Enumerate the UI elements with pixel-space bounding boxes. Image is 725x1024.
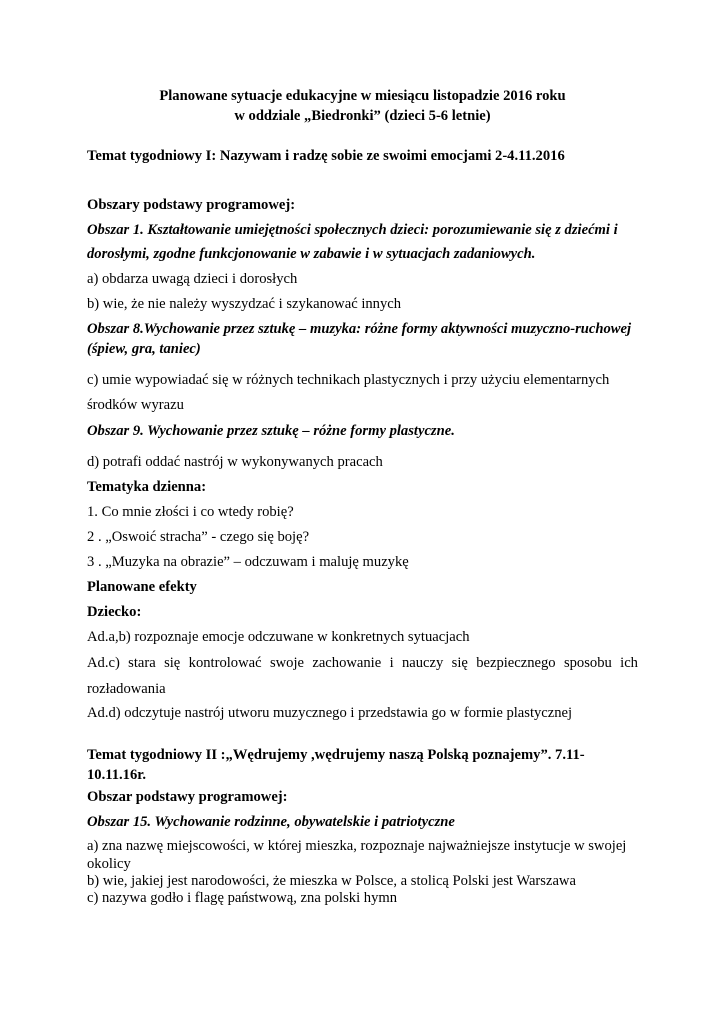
effect-c-word: Ad.c) (87, 655, 120, 671)
effect-c-word: nauczy (401, 655, 444, 671)
week1-daily-heading: Tematyka dzienna: (87, 479, 207, 495)
week1-effects-heading: Planowane efekty (87, 579, 197, 595)
effect-c-word: bezpiecznego (476, 655, 556, 671)
week1-area1-line2: dorosłymi, zgodne funkcjonowanie w zabawie i w sytuacjach zadaniowych. (87, 246, 536, 262)
effect-c-word: się (164, 655, 181, 671)
week1-item-c-line1: c) umie wypowiadać się w różnych technikach plastycznych i przy użyciu elementarnych (87, 372, 610, 388)
week2-item-b: b) wie, jakiej jest narodowości, że mieszka w Polsce, a stolicą Polski jest Warszawa (87, 873, 576, 889)
week2-topic-line2: 10.11.16r. (87, 767, 147, 783)
week1-daily-item-2: 2 . „Oswoić stracha” - czego się boję? (87, 529, 310, 545)
week1-effect-d: Ad.d) odczytuje nastrój utworu muzycznego i przedstawia go w formie plastycznej (87, 705, 573, 721)
week1-daily-item-1: 1. Co mnie złości i co wtedy robię? (87, 504, 294, 520)
week2-topic-line1: Temat tygodniowy II :„Wędrujemy ,wędrujemy naszą Polską poznajemy”. 7.11- (87, 747, 585, 763)
week1-area9: Obszar 9. Wychowanie przez sztukę – różne formy plastyczne. (87, 423, 455, 439)
effect-c-word: kontrolować (188, 655, 262, 671)
effect-c-word: i (389, 655, 394, 671)
effect-c-word: ich (620, 655, 638, 671)
week2-area15: Obszar 15. Wychowanie rodzinne, obywatelskie i patriotyczne (87, 814, 455, 830)
effect-c-word: swoje (269, 655, 304, 671)
document-title-line2: w oddziale „Biedronki” (dzieci 5-6 letnie) (234, 108, 491, 124)
effect-c-word: stara (128, 655, 156, 671)
week2-item-a-line1: a) zna nazwę miejscowości, w której mieszka, rozpoznaje najważniejsze instytucje w swojej (87, 838, 627, 854)
week1-area1-line1: Obszar 1. Kształtowanie umiejętności społecznych dzieci: porozumiewanie się z dziećmi i (87, 222, 618, 238)
week1-item-b: b) wie, że nie należy wyszydzać i szykanować innych (87, 296, 402, 312)
week2-area-heading: Obszar podstawy programowej: (87, 789, 288, 805)
effect-c-word: zachowanie (312, 655, 382, 671)
week1-daily-item-3: 3 . „Muzyka na obrazie” – odczuwam i maluję muzykę (87, 554, 409, 570)
week1-item-a: a) obdarza uwagą dzieci i dorosłych (87, 271, 298, 287)
week1-item-c-line2: środków wyrazu (87, 397, 184, 413)
week1-area8-line1: Obszar 8.Wychowanie przez sztukę – muzyka: różne formy aktywności muzyczno-ruchowej (87, 321, 632, 337)
effect-c-word: się (451, 655, 468, 671)
week1-effect-ab: Ad.a,b) rozpoznaje emocje odczuwane w konkretnych sytuacjach (87, 629, 470, 645)
week1-child-heading: Dziecko: (87, 604, 142, 620)
week1-areas-heading: Obszary podstawy programowej: (87, 197, 296, 213)
document-title-line1: Planowane sytuacje edukacyjne w miesiącu listopadzie 2016 roku (159, 88, 566, 104)
week1-area8-line2: (śpiew, gra, taniec) (87, 341, 201, 357)
week1-topic: Temat tygodniowy I: Nazywam i radzę sobie ze swoimi emocjami 2-4.11.2016 (87, 148, 565, 164)
week1-item-d: d) potrafi oddać nastrój w wykonywanych pracach (87, 454, 383, 470)
week2-item-c: c) nazywa godło i flagę państwową, zna polski hymn (87, 890, 398, 906)
week1-effect-c-line2: rozładowania (87, 681, 166, 697)
week2-item-a-line2: okolicy (87, 856, 131, 872)
week1-effect-c-line1 (87, 655, 638, 672)
effect-c-word: sposobu (563, 655, 612, 671)
